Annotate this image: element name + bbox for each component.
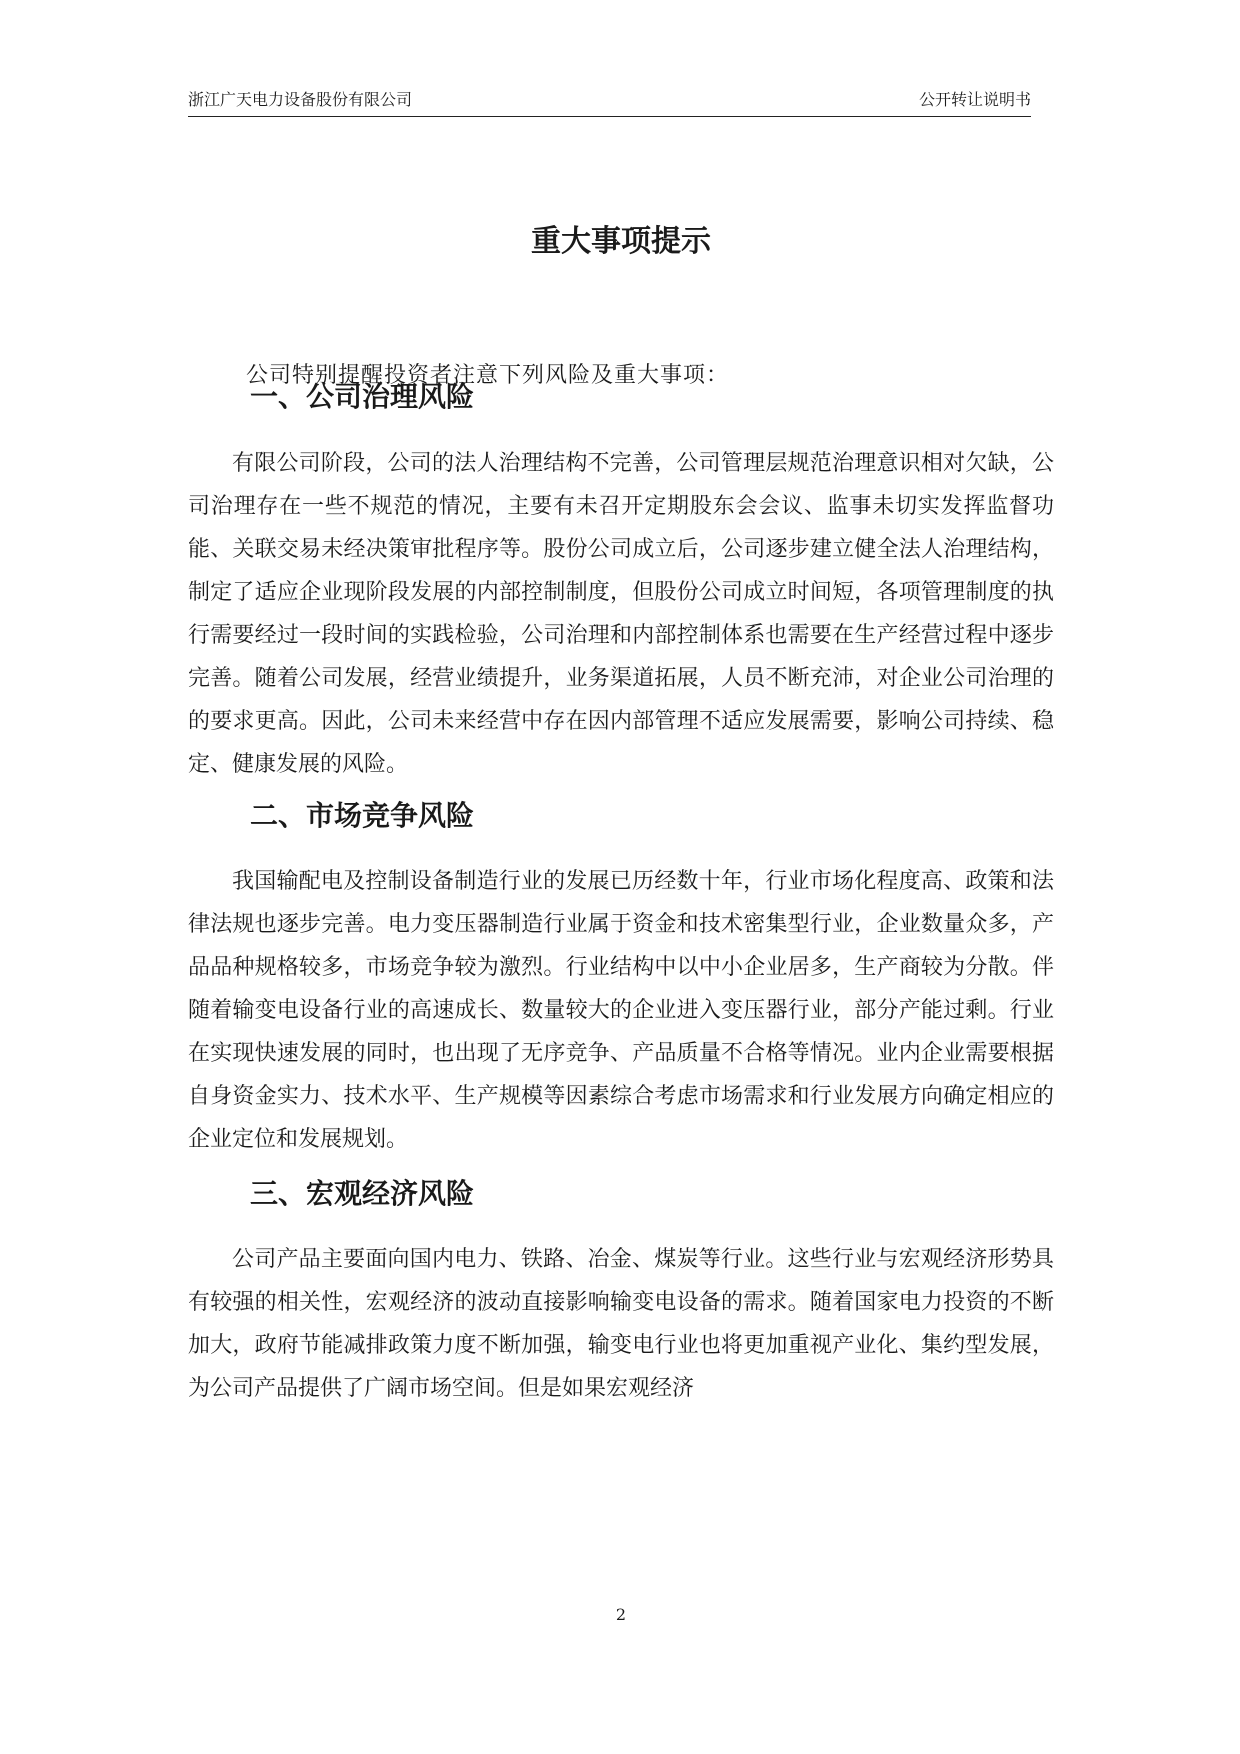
header-document-type: 公开转让说明书 <box>918 90 1031 109</box>
section-body-governance-risk: 有限公司阶段，公司的法人治理结构不完善，公司管理层规范治理意识相对欠缺，公司治理存在一些不规范的情况，主要有未召开定期股东会会议、监事未切实发挥监督功能、关联交易未经决策审批程序等。股份公司成立后，公司逐步建立健全法人治理结构，制定了适应企业现阶段发展的内部控制制度，但股份公司成立时间短，各项管理制度的执行需要经过一段时间的实践检验，公司治理和内部控制体系也需要在生产经营过程中逐步完善。随着公司发展，经营业绩提升，业务渠道拓展，人员不断充沛，对企业公司治理的的要求更高。因此，公司未来经营中存在因内部管理不适应发展需要，影响公司持续、稳定、健康发展的风险。 <box>188 451 1054 777</box>
page-header <box>188 88 1031 117</box>
section-body-macroeconomic-risk: 公司产品主要面向国内电力、铁路、冶金、煤炭等行业。这些行业与宏观经济形势具有较强的相关性，宏观经济的波动直接影响输变电设备的需求。随着国家电力投资的不断加大，政府节能减排政策力度不断加强，输变电行业也将更加重视产业化、集约型发展，为公司产品提供了广阔市场空间。但是如果宏观经济 <box>188 1247 1054 1401</box>
section-heading-macroeconomic-risk: 三、宏观经济风险 <box>250 1177 475 1210</box>
header-company-name: 浙江广天电力设备股份有限公司 <box>188 90 413 109</box>
section-heading-governance-risk: 一、公司治理风险 <box>250 380 475 413</box>
page-number: 2 <box>615 1605 627 1624</box>
section-body-market-competition-risk: 我国输配电及控制设备制造行业的发展已历经数十年，行业市场化程度高、政策和法律法规也逐步完善。电力变压器制造行业属于资金和技术密集型行业，企业数量众多，产品品种规格较多，市场竞争较为激烈。行业结构中以中小企业居多，生产商较为分散。伴随着输变电设备行业的高速成长、数量较大的企业进入变压器行业，部分产能过剩。行业在实现快速发展的同时，也出现了无序竞争、产品质量不合格等情况。业内企业需要根据自身资金实力、技术水平、生产规模等因素综合考虑市场需求和行业发展方向确定相应的企业定位和发展规划。 <box>188 869 1054 1152</box>
page-title: 重大事项提示 <box>531 224 711 259</box>
section-heading-market-competition-risk: 二、市场竞争风险 <box>250 799 475 832</box>
intro-text: 公司特别提醒投资者注意下列风险及重大事项： <box>246 363 730 388</box>
